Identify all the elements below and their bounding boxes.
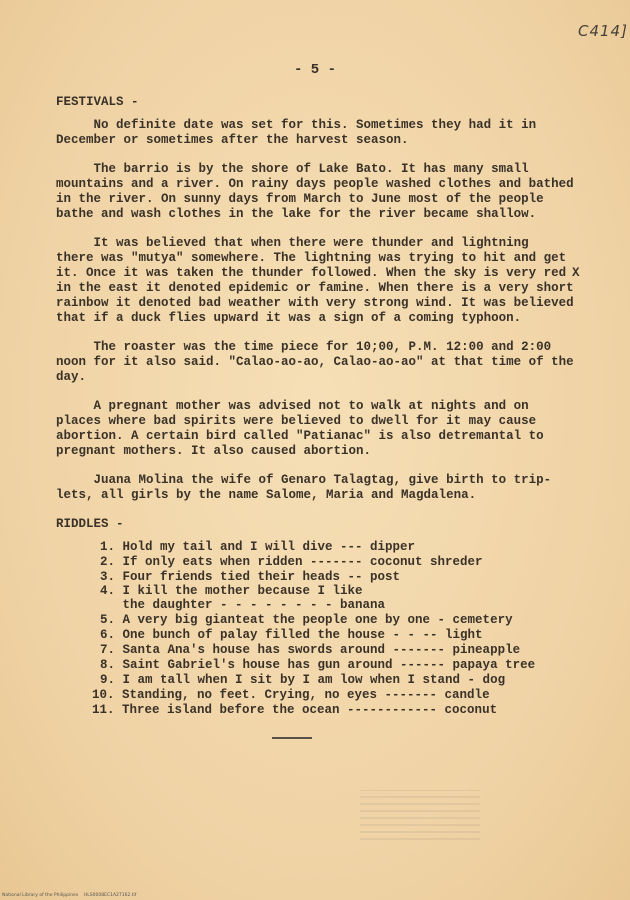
riddle-item: 8. Saint Gabriel's house has gun around ------ papaya tree bbox=[100, 658, 536, 672]
festivals-line: in the river. On sunny days from March to June most of the people bbox=[56, 192, 544, 206]
festivals-line: that if a duck flies upward it was a sign of a coming typhoon. bbox=[56, 311, 522, 325]
festivals-line: there was "mutya" somewhere. The lightning was trying to hit and get bbox=[56, 251, 567, 265]
page-number: - 5 - bbox=[293, 62, 336, 78]
riddle-item: 5. A very big gianteat the people one by one - cemetery bbox=[100, 613, 513, 627]
festivals-line: mountains and a river. On rainy days people washed clothes and bathed bbox=[56, 177, 574, 191]
festivals-line: day. bbox=[56, 370, 87, 384]
end-rule bbox=[272, 737, 312, 739]
festivals-line: abortion. A certain bird called "Patianac" is also detremantal to bbox=[56, 429, 544, 443]
festivals-line: lets, all girls by the name Salome, Maria and Magdalena. bbox=[56, 488, 477, 502]
riddle-item: 10. Standing, no feet. Crying, no eyes ------- candle bbox=[92, 688, 490, 702]
festivals-line: places where bad spirits were believed to dwell for it may cause bbox=[56, 414, 537, 428]
riddle-item: 3. Four friends tied their heads -- post bbox=[100, 570, 401, 584]
bleed-through bbox=[360, 790, 480, 840]
riddle-item: 2. If only eats when ridden ------- coconut shreder bbox=[100, 555, 483, 569]
festivals-line: The barrio is by the shore of Lake Bato. It has many small bbox=[56, 162, 529, 176]
festivals-heading: FESTIVALS - bbox=[56, 95, 139, 109]
margin-mark: X bbox=[572, 266, 580, 280]
festivals-line: in the east it denoted epidemic or famine. When there is a very short bbox=[56, 281, 574, 295]
festivals-line: A pregnant mother was advised not to walk at nights and on bbox=[56, 399, 529, 413]
riddle-item: 7. Santa Ana's house has swords around ------- pineapple bbox=[100, 643, 521, 657]
festivals-line: rainbow it denoted bad weather with very strong wind. It was believed bbox=[56, 296, 574, 310]
reference-mark: C414] bbox=[578, 22, 628, 40]
festivals-line: it. Once it was taken the thunder followed. When the sky is very red bbox=[56, 266, 567, 280]
riddle-item: 4. I kill the mother because I like bbox=[100, 584, 363, 598]
riddle-item: 9. I am tall when I sit by I am low when I stand - dog bbox=[100, 673, 506, 687]
festivals-line: noon for it also said. "Calao-ao-ao, Calao-ao-ao" at that time of the bbox=[56, 355, 574, 369]
festivals-line: December or sometimes after the harvest season. bbox=[56, 133, 409, 147]
festivals-line: bathe and wash clothes in the lake for the river became shallow. bbox=[56, 207, 537, 221]
festivals-line: pregnant mothers. It also caused abortion. bbox=[56, 444, 372, 458]
riddle-item: 6. One bunch of palay filled the house - - -- light bbox=[100, 628, 483, 642]
festivals-line: It was believed that when there were thunder and lightning bbox=[56, 236, 529, 250]
riddle-item: the daughter - - - - - - - - banana bbox=[100, 598, 386, 612]
riddles-heading: RIDDLES - bbox=[56, 517, 124, 531]
festivals-line: The roaster was the time piece for 10;00, P.M. 12:00 and 2:00 bbox=[56, 340, 552, 354]
festivals-line: Juana Molina the wife of Genaro Talagtag, give birth to trip- bbox=[56, 473, 552, 487]
festivals-line: No definite date was set for this. Sometimes they had it in bbox=[56, 118, 537, 132]
riddle-item: 11. Three island before the ocean ------------ coconut bbox=[92, 703, 498, 717]
riddle-item: 1. Hold my tail and I will dive --- dipper bbox=[100, 540, 416, 554]
scan-footer: National Library of the Philippines HLS0008EC1A27162.tif bbox=[2, 893, 137, 898]
